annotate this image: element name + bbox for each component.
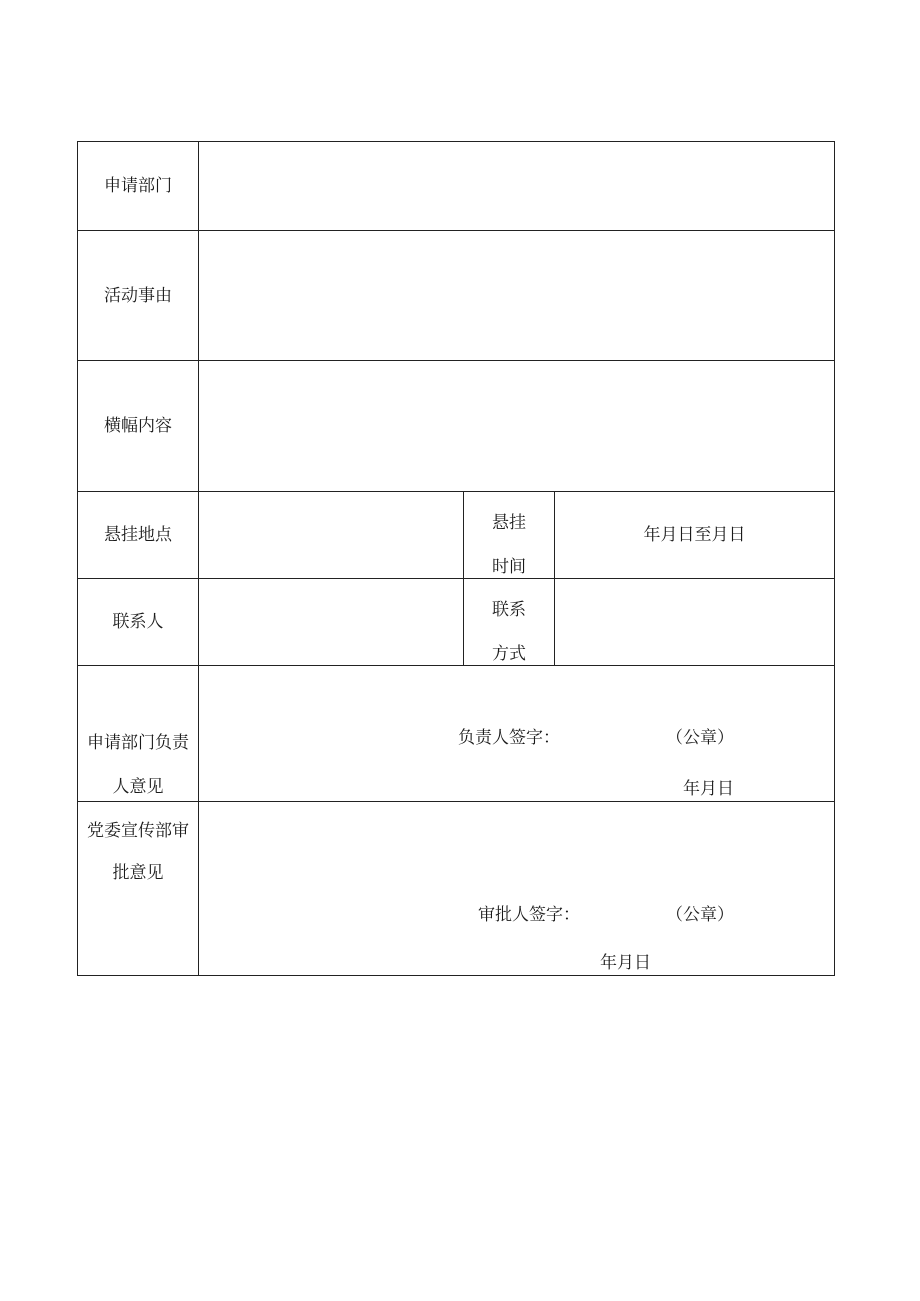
approver-signature-label: 审批人签字： (478, 905, 580, 925)
head-opinion-label-line2: 人意见 (112, 777, 164, 797)
approval-opinion-label-line1: 党委宣传部审 (87, 821, 189, 841)
method-label-line2: 方式 (492, 644, 526, 664)
head-signature-label: 负责人签字： (458, 728, 560, 748)
approval-date-label: 年月日 (600, 953, 651, 973)
contact-method-field[interactable] (555, 579, 834, 665)
head-seal-label: （公章） (666, 728, 734, 748)
location-label: 悬挂地点 (104, 525, 172, 545)
method-label-line1: 联系 (492, 600, 526, 620)
banner-content-field[interactable] (199, 361, 834, 491)
dept-label: 申请部门 (104, 176, 172, 196)
contact-label: 联系人 (112, 612, 164, 632)
head-date-label: 年月日 (683, 779, 734, 799)
time-value[interactable]: 年月日至月日 (643, 525, 746, 545)
dept-field[interactable] (199, 142, 834, 230)
banner-application-form (77, 141, 835, 976)
head-opinion-label-line1: 申请部门负责 (87, 733, 189, 753)
reason-field[interactable] (199, 231, 834, 360)
approval-seal-label: （公章） (666, 905, 734, 925)
banner-label: 横幅内容 (104, 416, 172, 436)
time-label-line1: 悬挂 (492, 513, 526, 533)
time-label-line2: 时间 (492, 557, 526, 577)
row-divider (78, 801, 834, 802)
contact-field[interactable] (199, 579, 463, 665)
approval-opinion-label-line2: 批意见 (112, 863, 164, 883)
row-divider (78, 665, 834, 666)
location-field[interactable] (199, 492, 463, 578)
reason-label: 活动事由 (104, 286, 172, 306)
